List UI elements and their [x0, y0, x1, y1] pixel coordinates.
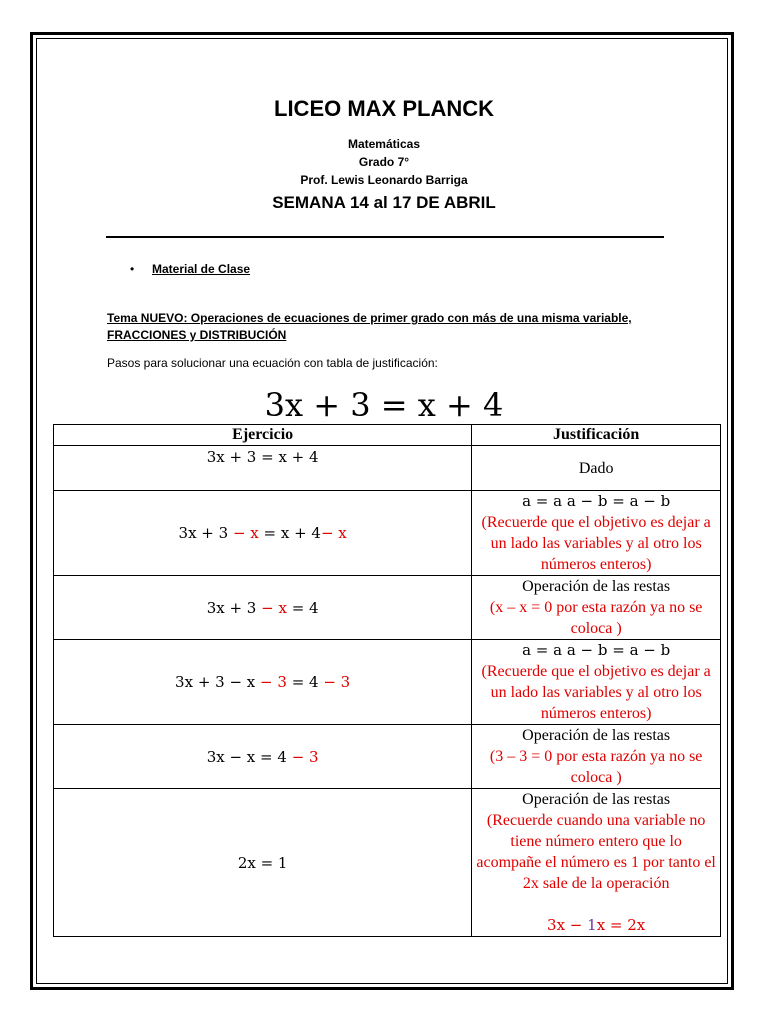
final-operation-coefficient: 1	[587, 916, 597, 934]
justification-note: (Recuerde que el objetivo es dejar a un lado las variables y al otro los números enteros)	[481, 663, 711, 722]
justification-text: Operación de las restas	[522, 578, 671, 595]
header-exercise: Ejercicio	[54, 425, 472, 446]
spacer	[476, 894, 716, 915]
exercise-highlight: − x	[256, 598, 287, 617]
justification-math: a = a a − b = a − b	[522, 641, 671, 659]
header-divider	[106, 236, 664, 238]
professor-label: Prof. Lewis Leonardo Barriga	[300, 173, 468, 187]
exercise-highlight: − 3	[286, 747, 319, 766]
table-row	[54, 725, 721, 789]
justification-cell	[472, 491, 721, 576]
justification-text: Operación de las restas	[522, 791, 671, 808]
table-row	[54, 576, 721, 640]
exercise-text: 3x + 3 = x + 4	[206, 448, 319, 466]
final-operation-part: x = 2x	[596, 916, 646, 934]
exercise-highlight: − 3	[255, 673, 287, 691]
final-operation	[476, 915, 716, 936]
justification-note: (Recuerde que el objetivo es dejar a un lado las variables y al otro los números enteros)	[481, 514, 711, 573]
exercise-cell	[54, 446, 472, 491]
exercise-text: 2x = 1	[237, 853, 288, 872]
justification-cell	[472, 789, 721, 937]
exercise-cell	[54, 576, 472, 640]
final-operation-part: 3x −	[547, 916, 588, 934]
exercise-text: = x + 4	[258, 524, 321, 542]
exercise-text: 3x − x = 4	[206, 747, 287, 766]
table-row	[54, 491, 721, 576]
table-header-row	[54, 425, 721, 446]
exercise-cell	[54, 491, 472, 576]
justification-cell	[472, 576, 721, 640]
exercise-text: = 4	[286, 673, 319, 691]
exercise-highlight: − x	[232, 524, 259, 542]
exercise-text: 3x + 3	[206, 598, 257, 617]
justification-cell	[472, 725, 721, 789]
justification-text: Operación de las restas	[522, 727, 671, 744]
exercise-cell	[54, 640, 472, 725]
subject-label: Matemáticas	[347, 137, 421, 151]
exercise-highlight: − 3	[318, 673, 351, 691]
justification-cell	[472, 446, 721, 491]
exercise-cell	[54, 725, 472, 789]
week-title: SEMANA 14 al 17 DE ABRIL	[272, 193, 496, 212]
justification-note: (Recuerde cuando una variable no tiene número entero que lo acompañe el número es 1 por tanto el 2x sale de la operación	[476, 812, 716, 892]
justification-table	[53, 424, 721, 937]
exercise-text: 3x + 3 − x	[175, 673, 256, 691]
exercise-text: = 4	[286, 598, 319, 617]
exercise-cell	[54, 789, 472, 937]
justification-text: Dado	[578, 459, 614, 477]
material-label: Material de Clase	[152, 262, 251, 276]
table-row	[54, 789, 721, 937]
table-row	[54, 446, 721, 491]
main-equation: 3x + 3 = x + 4	[264, 386, 504, 424]
exercise-highlight: − x	[320, 524, 347, 542]
school-title: LICEO MAX PLANCK	[274, 96, 494, 121]
bullet-icon: •	[130, 262, 135, 276]
header-justification: Justificación	[472, 425, 721, 446]
steps-intro: Pasos para solucionar una ecuación con tabla de justificación:	[107, 356, 438, 370]
table-row	[54, 640, 721, 725]
justification-cell	[472, 640, 721, 725]
justification-note: (3 – 3 = 0 por esta razón ya no se coloca )	[489, 748, 703, 786]
justification-math: a = a a − b = a − b	[522, 492, 671, 510]
justification-note: (x – x = 0 por esta razón ya no se coloca )	[489, 599, 703, 637]
topic-heading: Tema NUEVO: Operaciones de ecuaciones de primer grado con más de una misma variable, FRACCIONES y DISTRIBUCIÓN	[107, 311, 632, 342]
exercise-text: 3x + 3	[178, 524, 233, 542]
grade-label: Grado 7°	[358, 155, 410, 169]
